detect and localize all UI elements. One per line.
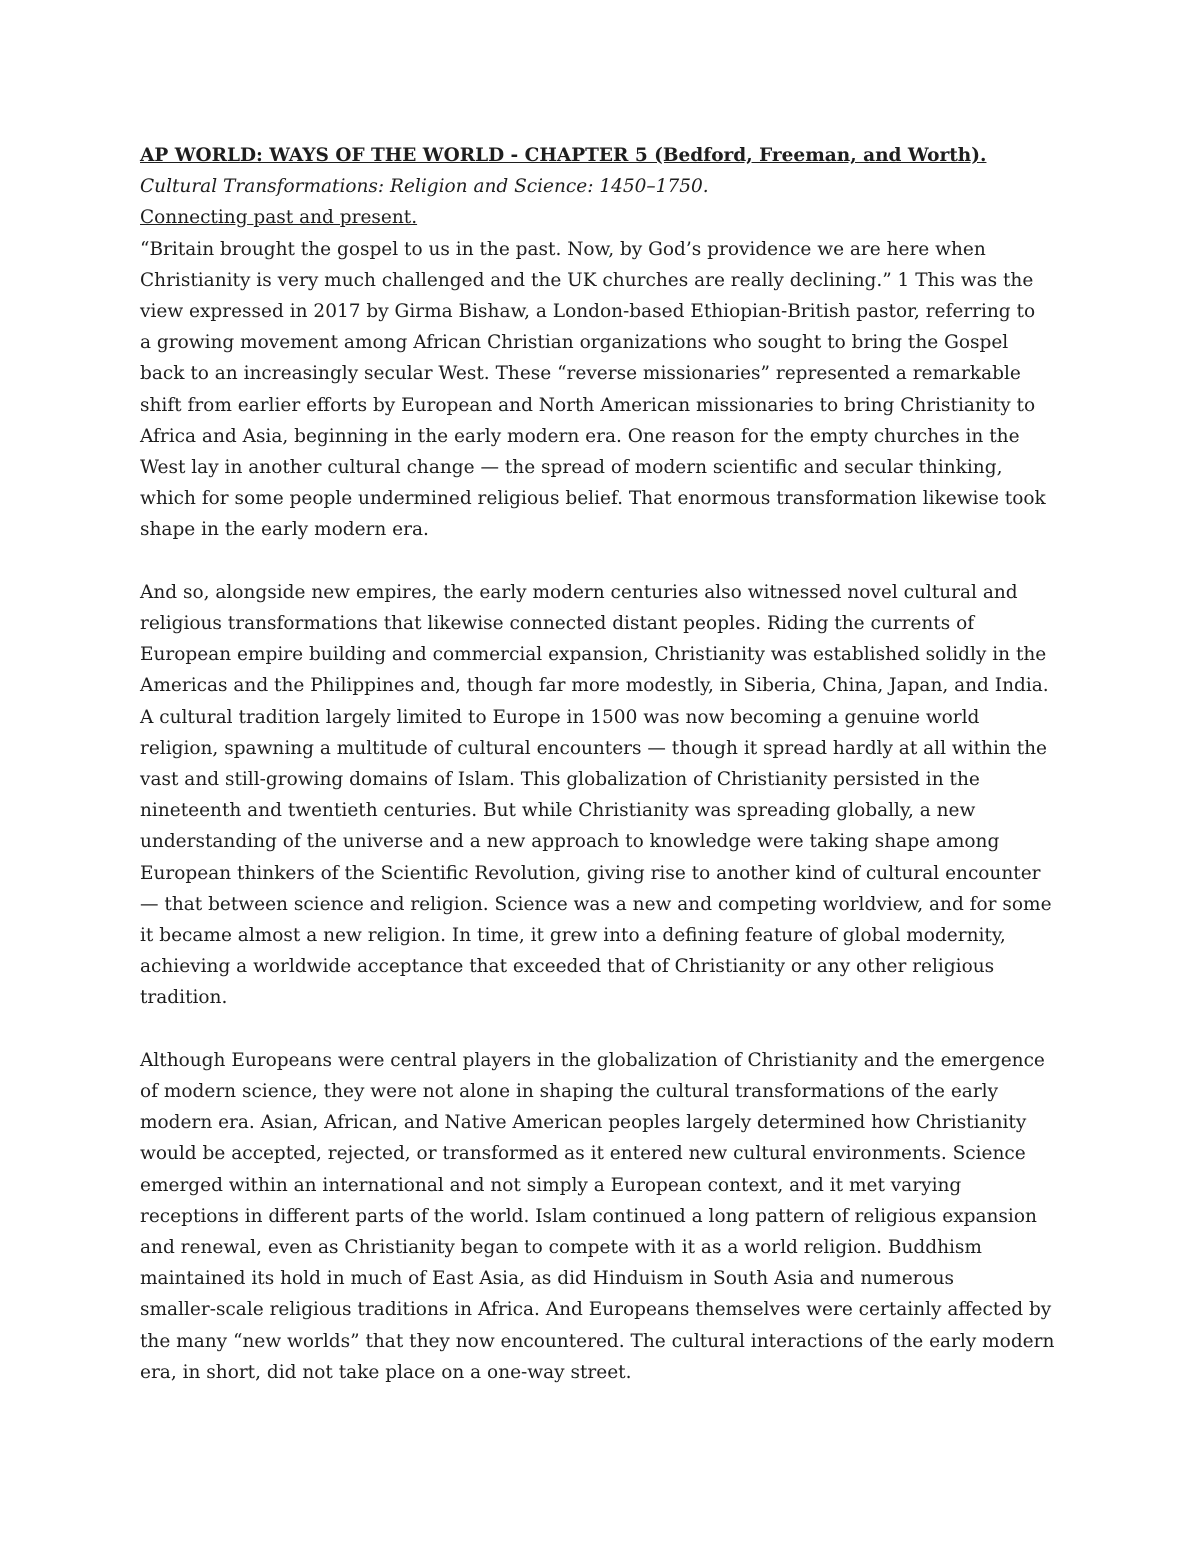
text-line: achieving a worldwide acceptance that exceeded that of Christianity or any other religious <box>140 956 995 978</box>
section-heading: Connecting past and present. <box>140 207 418 229</box>
text-line: Christianity is very much challenged and the UK churches are really declining.” 1 This was the <box>140 269 1034 291</box>
text-line: — that between science and religion. Science was a new and competing worldview, and for some <box>140 893 1052 915</box>
text-line: and renewal, even as Christianity began to compete with it as a world religion. Buddhism <box>140 1237 982 1259</box>
text-line: vast and still-growing domains of Islam. This globalization of Christianity persisted in the <box>140 769 980 791</box>
text-line: receptions in different parts of the world. Islam continued a long pattern of religious expansion <box>140 1205 1037 1227</box>
text-line: of modern science, they were not alone in shaping the cultural transformations of the early <box>140 1081 999 1103</box>
document-subtitle: Cultural Transformations: Religion and Science: 1450–1750. <box>140 176 709 198</box>
document-title: AP WORLD: WAYS OF THE WORLD - CHAPTER 5 (Bedford, Freeman, and Worth). <box>140 145 987 166</box>
text-line: emerged within an international and not simply a European context, and it met varying <box>140 1174 962 1196</box>
text-line: religion, spawning a multitude of cultural encounters — though it spread hardly at all within the <box>140 737 1048 759</box>
text-line: back to an increasingly secular West. These “reverse missionaries” represented a remarkable <box>140 363 1021 385</box>
text-line: religious transformations that likewise connected distant peoples. Riding the currents of <box>140 613 975 635</box>
text-line: Americas and the Philippines and, though far more modestly, in Siberia, China, Japan, and India. <box>140 675 1049 697</box>
text-line: nineteenth and twentieth centuries. But while Christianity was spreading globally, a new <box>140 800 976 822</box>
text-line: European empire building and commercial expansion, Christianity was established solidly in the <box>140 644 1047 666</box>
paragraph-list <box>140 234 1065 1388</box>
text-line: a growing movement among African Christian organizations who sought to bring the Gospel <box>140 332 1009 354</box>
text-line: tradition. <box>140 987 228 1009</box>
text-line: the many “new worlds” that they now encountered. The cultural interactions of the early modern <box>140 1330 1055 1352</box>
text-line: which for some people undermined religious belief. That enormous transformation likewise took <box>140 488 1046 510</box>
body-paragraph-2 <box>140 577 1065 1014</box>
document-body <box>140 140 1065 1388</box>
text-line: understanding of the universe and a new approach to knowledge were taking shape among <box>140 831 1000 853</box>
text-line: European thinkers of the Scientific Revolution, giving rise to another kind of cultural encounter <box>140 862 1041 884</box>
body-paragraph-1 <box>140 234 1065 546</box>
text-line: “Britain brought the gospel to us in the past. Now, by God’s providence we are here when <box>140 238 986 260</box>
text-line: smaller-scale religious traditions in Africa. And Europeans themselves were certainly affected by <box>140 1299 1052 1321</box>
text-line: Africa and Asia, beginning in the early modern era. One reason for the empty churches in the <box>140 425 1020 447</box>
text-line: would be accepted, rejected, or transformed as it entered new cultural environments. Science <box>140 1143 1026 1165</box>
text-line: it became almost a new religion. In time, it grew into a defining feature of global modernity, <box>140 925 1006 947</box>
text-line: Although Europeans were central players in the globalization of Christianity and the emergence <box>140 1049 1045 1071</box>
text-line: West lay in another cultural change — the spread of modern scientific and secular thinking, <box>140 457 1003 479</box>
text-line: modern era. Asian, African, and Native American peoples largely determined how Christianity <box>140 1112 1027 1134</box>
text-line: A cultural tradition largely limited to Europe in 1500 was now becoming a genuine world <box>140 706 980 728</box>
text-line: era, in short, did not take place on a one-way street. <box>140 1361 632 1383</box>
text-line: shift from earlier efforts by European and North American missionaries to bring Christianity to <box>140 394 1036 416</box>
body-paragraph-3 <box>140 1045 1065 1388</box>
text-line: And so, alongside new empires, the early modern centuries also witnessed novel cultural and <box>140 581 1018 603</box>
text-line: view expressed in 2017 by Girma Bishaw, a London-based Ethiopian-British pastor, referring to <box>140 301 1036 323</box>
text-line: maintained its hold in much of East Asia, as did Hinduism in South Asia and numerous <box>140 1268 955 1290</box>
text-line: shape in the early modern era. <box>140 519 429 541</box>
